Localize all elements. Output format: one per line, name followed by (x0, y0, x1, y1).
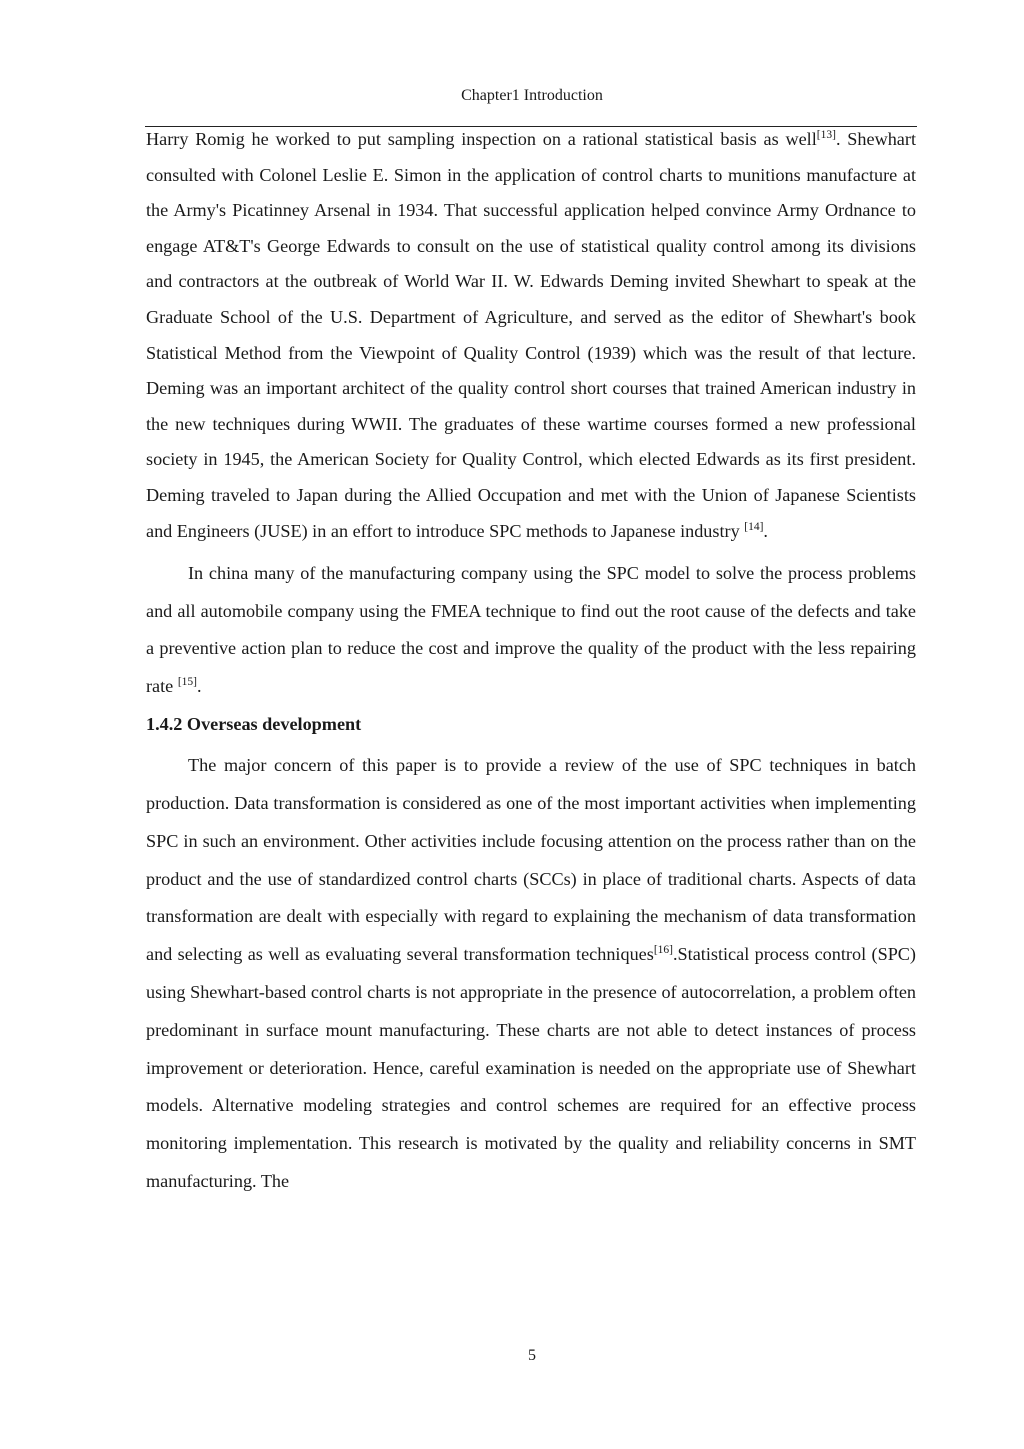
paragraph-china (146, 555, 916, 705)
paragraph-text: Harry Romig he worked to put sampling inspection on a rational statistical basis as well (146, 129, 817, 149)
paragraph-overseas (146, 747, 916, 1201)
paragraph-text: In china many of the manufacturing company using the SPC model to solve the process problems and all automobile company using the FMEA technique to find out the root cause of the defects and take a preventive action plan to reduce the cost and improve the quality of the product with the less repairing rate (146, 563, 916, 696)
citation-ref: [16] (653, 944, 673, 957)
page-number: 5 (528, 1347, 536, 1364)
body-text (146, 122, 916, 1201)
citation-ref: [15] (177, 675, 197, 688)
citation-ref: [14] (744, 520, 764, 533)
paragraph-text: .Statistical process control (SPC) using Shewhart-based control charts is not appropriate in the presence of autocorrelation, a problem often predominant in surface mount manufacturing. These charts are not able to detect instances of process improvement or deterioration. Hence, careful examination is needed on the appropriate use of Shewhart models. Alternative modeling strategies and control schemes are required for an effective process monitoring implementation. This research is motivated by the quality and reliability concerns in SMT manufacturing. The (146, 944, 916, 1191)
citation-ref: [13] (816, 129, 836, 141)
paragraph-text: The major concern of this paper is to provide a review of the use of SPC techniques in batch production. Data transformation is considered as one of the most important activities when implementing SPC in such an environment. Other activities include focusing attention on the process rather than on the product and the use of standardized control charts (SCCs) in place of traditional charts. Aspects of data transformation are dealt with especially with regard to explaining the mechanism of data transformation and selecting as well as evaluating several transformation techniques (146, 755, 916, 965)
paragraph-text: . (196, 675, 202, 696)
section-heading: 1.4.2 Overseas development (146, 714, 362, 735)
paragraph-text: . (763, 520, 768, 541)
paragraph-romig-deming (146, 122, 916, 549)
running-header: Chapter1 Introduction (461, 87, 603, 104)
paragraph-text: . Shewhart consulted with Colonel Leslie E. Simon in the application of control charts to munitions manufacture at the Army's Picatinney Arsenal in 1934. That successful application helped convince Army Ordnance to engage AT&T's George Edwards to consult on the use of statistical quality control among its divisions and contractors at the outbreak of World War II. W. Edwards Deming invited Shewhart to speak at the Graduate School of the U.S. Department of Agriculture, and served as the editor of Shewhart's book Statistical Method from the Viewpoint of Quality Control (1939) which was the result of that lecture. Deming was an important architect of the quality control short courses that trained American industry in the new techniques during WWII. The graduates of these wartime courses formed a new professional society in 1945, the American Society for Quality Control, which elected Edwards as its first president. Deming traveled to Japan during the Allied Occupation and met with the Union of Japanese Scientists and Engineers (JUSE) in an effort to introduce SPC methods to Japanese industry (146, 129, 916, 541)
